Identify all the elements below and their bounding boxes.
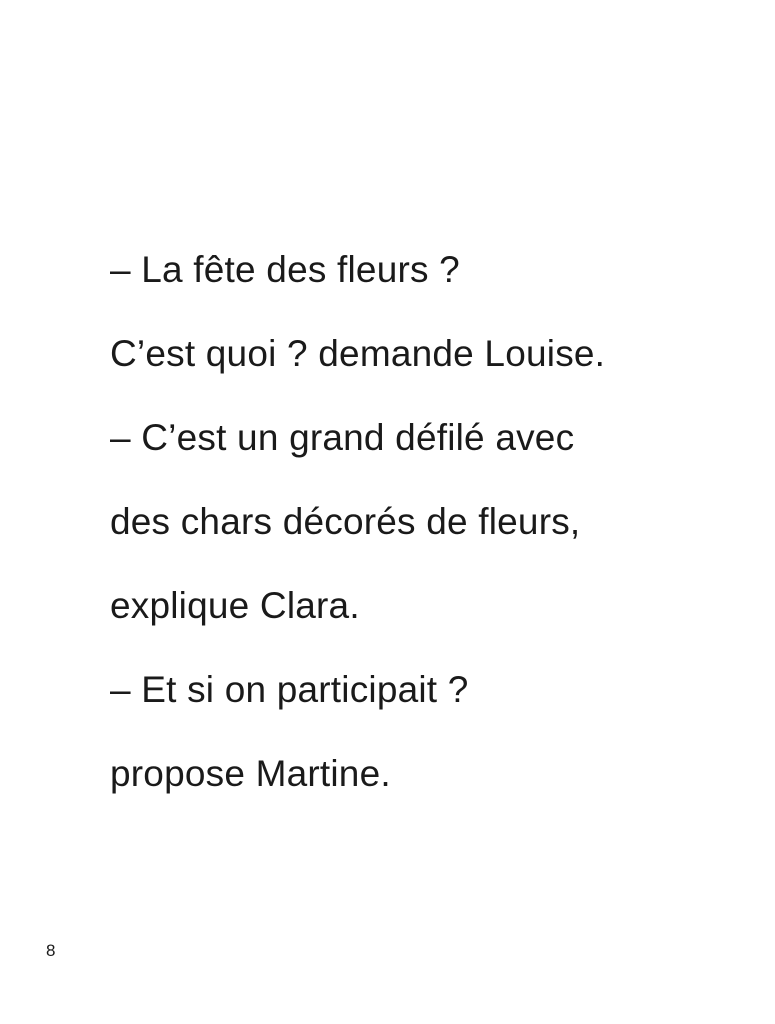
text-line: – Et si on participait ? xyxy=(110,669,469,710)
text-line: – La fête des fleurs ? xyxy=(110,249,460,290)
text-line: C’est quoi ? demande Louise. xyxy=(110,333,606,374)
text-line: explique Clara. xyxy=(110,585,360,626)
text-line: – C’est un grand défilé avec xyxy=(110,417,575,458)
page-number: 8 xyxy=(46,941,56,960)
page-text-block xyxy=(110,228,710,816)
text-line: des chars décorés de fleurs, xyxy=(110,501,581,542)
text-line: propose Martine. xyxy=(110,753,391,794)
